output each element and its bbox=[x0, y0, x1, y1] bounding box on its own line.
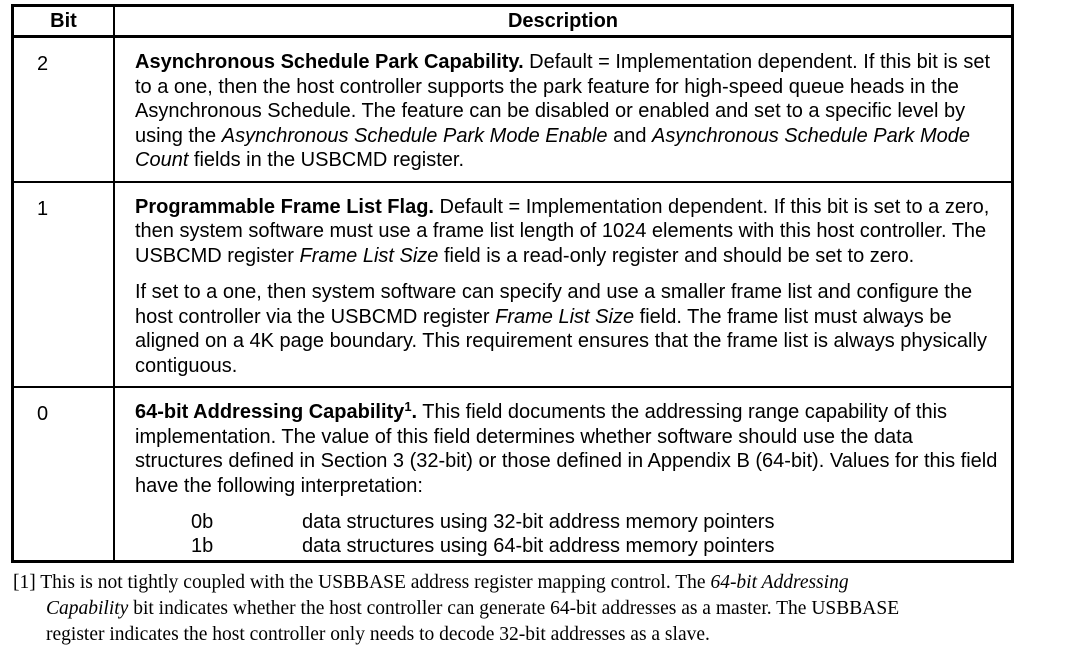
bit-description bbox=[114, 182, 1013, 388]
field-reference: Frame List Size bbox=[495, 305, 635, 328]
description-text: fields in the USBCMD register. bbox=[188, 149, 465, 171]
description-text: Default = Implementation dependent. If this bit is set to a zero, then system software must use a frame list length of 1024 elements with this host controller. The USBCMD register bbox=[135, 195, 990, 267]
footnote-emphasis: Capability bbox=[46, 598, 129, 619]
footnote-text: This is not tightly coupled with the USBBASE address register mapping control. The bbox=[35, 572, 711, 593]
description-paragraph bbox=[135, 280, 999, 378]
bit-number: 1 bbox=[13, 182, 115, 388]
column-header-bit: Bit bbox=[13, 6, 115, 37]
description-text: This field documents the addressing range capability of this implementation. The value of this field determines whether software should use the data structures defined in Section 3 (32-bit) or those defined in Appendix B (64-bit). Values for this field have the following interpretation: bbox=[135, 401, 998, 497]
footnote-reference: 1 bbox=[404, 399, 412, 414]
field-title: Programmable Frame List Flag. bbox=[135, 195, 434, 218]
table-row-bit-0 bbox=[13, 387, 1013, 562]
field-title: Asynchronous Schedule Park Capability. bbox=[135, 51, 524, 73]
bit-description bbox=[114, 37, 1013, 182]
footnote-line bbox=[13, 570, 1063, 596]
description-text: If set to a one, then system software can specify and use a smaller frame list and configure the host controller via the USBCMD register bbox=[135, 281, 973, 328]
register-bit-table bbox=[11, 4, 1014, 563]
field-title bbox=[135, 401, 417, 423]
bit-number: 0 bbox=[13, 387, 115, 562]
field-title-period: . bbox=[411, 401, 418, 423]
field-reference: Frame List Size bbox=[299, 244, 439, 267]
footnote-marker: [1] bbox=[13, 572, 36, 593]
column-header-description: Description bbox=[114, 6, 1013, 37]
bit-number: 2 bbox=[13, 37, 115, 182]
footnote-line bbox=[13, 622, 1063, 648]
list-item bbox=[135, 534, 999, 558]
description-paragraph bbox=[135, 195, 999, 269]
footnote-text: register indicates the host controller only needs to decode 32-bit addresses as a slave. bbox=[46, 624, 710, 645]
list-item bbox=[135, 510, 999, 534]
encoding-code: 1b bbox=[191, 535, 214, 557]
footnote-emphasis: 64-bit Addressing bbox=[710, 572, 849, 593]
footnote-text: bit indicates whether the host controller can generate 64-bit addresses as a master. The USBBASE bbox=[128, 598, 900, 619]
encoding-meaning: data structures using 32-bit address memory pointers bbox=[302, 511, 775, 533]
description-paragraph bbox=[135, 50, 999, 173]
field-title-text: 64-bit Addressing Capability bbox=[135, 401, 405, 423]
field-reference: Asynchronous Schedule Park Mode Count bbox=[135, 124, 970, 171]
description-text: field is a read-only register and should be set to zero. bbox=[438, 244, 915, 267]
value-encoding-list bbox=[135, 510, 999, 558]
table-footnote bbox=[13, 570, 1063, 648]
footnote-line bbox=[13, 596, 1063, 622]
encoding-code: 0b bbox=[191, 511, 214, 533]
bit-description bbox=[114, 387, 1013, 562]
table-header-row bbox=[13, 6, 1013, 37]
description-text: field. The frame list must always be aligned on a 4K page boundary. This requirement ensures that the frame list is always physically contiguous. bbox=[135, 305, 987, 377]
description-text: Default = Implementation dependent. If this bit is set to a one, then the host controller supports the park feature for high-speed queue heads in the Asynchronous Schedule. The feature can be disabled or enabled and set to a specific level by using the bbox=[135, 51, 991, 147]
table-row-bit-2 bbox=[13, 37, 1013, 182]
description-paragraph bbox=[135, 400, 999, 498]
table-row-bit-1 bbox=[13, 182, 1013, 388]
encoding-meaning: data structures using 64-bit address memory pointers bbox=[302, 535, 775, 557]
description-text: and bbox=[607, 124, 653, 147]
field-reference: Asynchronous Schedule Park Mode Enable bbox=[221, 124, 608, 147]
